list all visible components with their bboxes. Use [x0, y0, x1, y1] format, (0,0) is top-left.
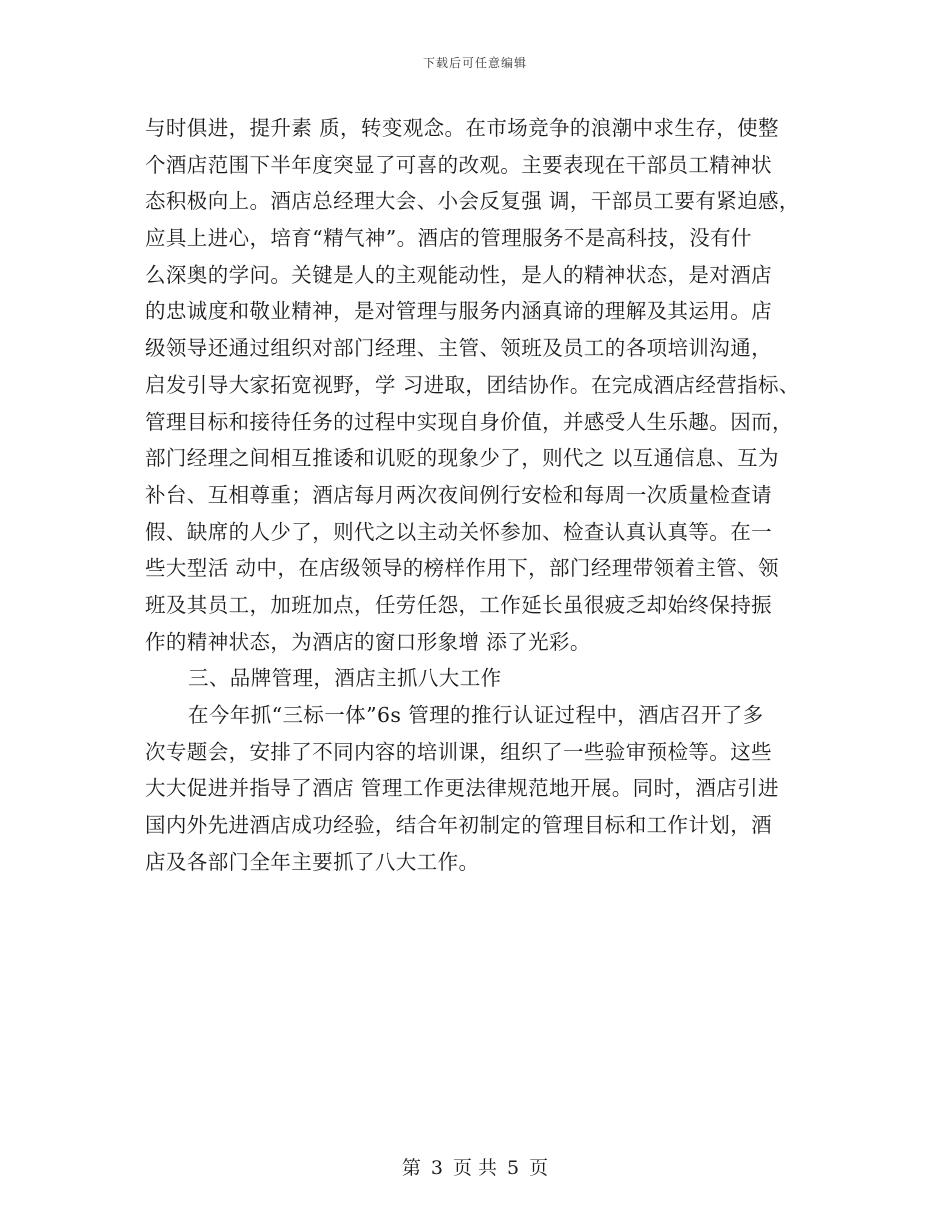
- text-line: 国内外先进酒店成功经验，结合年初制定的管理目标和工作计划，酒: [145, 813, 772, 838]
- text-line: 与时俱进，提升素 质，转变观念。在市场竞争的浪潮中求生存，使整: [145, 116, 779, 140]
- total-page-count: 5: [507, 1157, 520, 1179]
- text-line: 么深奥的学问。关键是人的主观能动性，是人的精神状态，是对酒店: [145, 262, 772, 287]
- text-line: 次专题会，安排了不同内容的培训课，组织了一些验审预检等。这些: [145, 739, 772, 764]
- section-heading: 三、品牌管理，酒店主抓八大工作: [188, 666, 502, 691]
- text-line: 班及其员工，加班加点，任劳任怨，工作延长虽很疲乏却始终保持振: [145, 592, 772, 617]
- footer-suffix: 页: [529, 1157, 549, 1179]
- text-line: 部门经理之间相互推诿和讥贬的现象少了，则代之 以互通信息、互为: [145, 446, 779, 471]
- text-line: 管理目标和接待任务的过程中实现自身价值，并感受人生乐趣。因而，: [145, 409, 793, 434]
- text-line: 作的精神状态，为酒店的窗口形象增 添了光彩。: [145, 629, 591, 654]
- footer-prefix: 第: [401, 1157, 421, 1179]
- page-header-note: 下载后可任意编辑: [422, 56, 527, 70]
- footer-middle: 页 共: [452, 1157, 498, 1179]
- text-line: 启发引导大家拓宽视野，学 习进取，团结协作。在完成酒店经营指标、: [145, 372, 800, 397]
- text-line: 个酒店范围下半年度突显了可喜的改观。主要表现在干部员工精神状: [145, 152, 772, 177]
- text-line: 些大型活 动中，在店级领导的榜样作用下，部门经理带领着主管、领: [145, 556, 779, 581]
- text-line: 补台、互相尊重；酒店每月两次夜间例行安检和每周一次质量检查请: [145, 482, 772, 507]
- text-line: 店及各部门全年主要抓了八大工作。: [145, 849, 480, 874]
- text-line: 应具上进心，培育“精气神”。酒店的管理服务不是高科技，没有什: [145, 226, 752, 251]
- document-body: [0, 110, 950, 880]
- text-line: 假、缺席的人少了，则代之以主动关怀参加、检查认真认真等。在一: [145, 519, 772, 544]
- text-line: 在今年抓“三标一体”6s 管理的推行认证过程中，酒店召开了多: [188, 703, 764, 727]
- text-line: 态积极向上。酒店总经理大会、小会反复强 调，干部员工要有紧迫感，: [145, 189, 800, 214]
- text-line: 大大促进并指导了酒店 管理工作更法律规范地开展。同时，酒店引进: [145, 776, 779, 801]
- text-line: 级领导还通过组织对部门经理、主管、领班及员工的各项培训沟通，: [145, 336, 772, 361]
- text-line: 的忠诚度和敬业精神，是对管理与服务内涵真谛的理解及其运用。店: [145, 299, 772, 324]
- page-footer: [0, 1153, 950, 1180]
- current-page-number: 3: [430, 1157, 443, 1179]
